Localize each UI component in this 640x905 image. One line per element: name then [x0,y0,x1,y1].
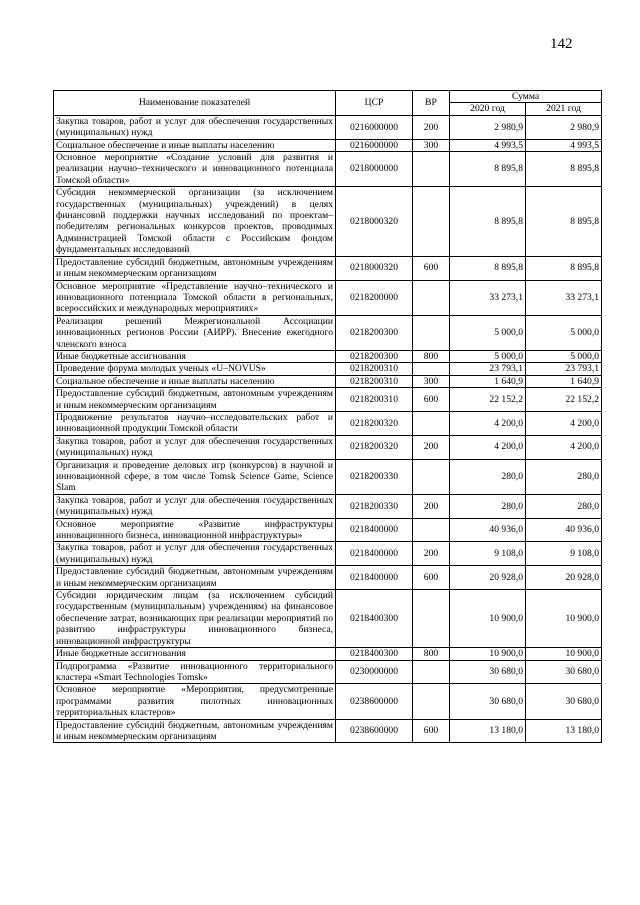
header-vr: ВР [413,91,450,116]
row-2020-value: 8 895,8 [450,256,526,280]
row-2020-value: 1 640,9 [450,375,526,387]
row-name-cell: Закупка товаров, работ и услуг для обеспечения государственных (муниципальных) нужд [54,115,336,139]
row-vr-cell [413,459,450,494]
row-name-cell: Проведение форума молодых ученых «U–NOVUS» [54,363,336,375]
row-2021-value: 9 108,0 [526,542,602,566]
table-row [54,660,602,684]
table-row [54,315,602,350]
header-name: Наименование показателей [54,91,336,116]
table-row [54,459,602,494]
row-2020-value: 20 928,0 [450,566,526,590]
row-name-cell: Социальное обеспечение и иные выплаты населению [54,375,336,387]
table-row [54,363,602,375]
row-name-cell: Предоставление субсидий бюджетным, автономным учреждениям и иным некоммерческим организациям [54,388,336,412]
row-2020-value: 13 180,0 [450,719,526,743]
row-2021-value: 22 152,2 [526,388,602,412]
budget-table [53,90,602,743]
row-name-cell: Организация и проведение деловых игр (конкурсов) в научной и инновационной сфере, в том числе Tomsk Science Game, Science Slam [54,459,336,494]
row-2020-value: 40 936,0 [450,518,526,542]
header-csr: ЦСР [336,91,413,116]
row-2021-value: 30 680,0 [526,660,602,684]
row-csr-cell: 0218200330 [336,459,413,494]
table-row [54,350,602,362]
row-vr-cell: 600 [413,388,450,412]
row-name-cell: Иные бюджетные ассигнования [54,648,336,660]
row-name-cell: Реализация решений Межрегиональной Ассоциации инновационных регионов России (АИРР). Внесение ежегодного членского взноса [54,315,336,350]
row-vr-cell [413,411,450,435]
row-2021-value: 8 895,8 [526,152,602,187]
row-vr-cell [413,280,450,315]
row-name-cell: Предоставление субсидий бюджетным, автономным учреждениям и иным некоммерческим организациям [54,256,336,280]
row-2021-value: 5 000,0 [526,315,602,350]
row-2020-value: 30 680,0 [450,660,526,684]
row-2021-value: 13 180,0 [526,719,602,743]
row-vr-cell: 200 [413,542,450,566]
row-2021-value: 10 900,0 [526,590,602,648]
row-2020-value: 30 680,0 [450,684,526,719]
row-2021-value: 2 980,9 [526,115,602,139]
table-row [54,494,602,518]
row-2021-value: 4 993,5 [526,139,602,151]
row-csr-cell: 0218000320 [336,256,413,280]
row-name-cell: Иные бюджетные ассигнования [54,350,336,362]
page-number: 142 [550,36,573,52]
row-vr-cell [413,590,450,648]
row-vr-cell: 200 [413,435,450,459]
row-2021-value: 280,0 [526,459,602,494]
row-2020-value: 10 900,0 [450,590,526,648]
row-csr-cell: 0218200000 [336,280,413,315]
row-2021-value: 280,0 [526,494,602,518]
row-csr-cell: 0218000320 [336,187,413,256]
row-csr-cell: 0218400000 [336,518,413,542]
row-2020-value: 4 200,0 [450,435,526,459]
row-vr-cell [413,518,450,542]
table-body [54,115,602,743]
row-name-cell: Основное мероприятие «Создание условий для развития и реализации научно–технического и инновационного потенциала Томской области» [54,152,336,187]
row-2020-value: 5 000,0 [450,350,526,362]
row-csr-cell: 0216000000 [336,139,413,151]
table-row [54,388,602,412]
header-year-2020: 2020 год [450,103,526,115]
header-year-2021: 2021 год [526,103,602,115]
row-name-cell: Основное мероприятие «Развитие инфраструктуры инновационного бизнеса, инновационной инфраструктуры» [54,518,336,542]
row-csr-cell: 0238600000 [336,684,413,719]
row-2021-value: 4 200,0 [526,411,602,435]
row-2021-value: 4 200,0 [526,435,602,459]
row-2021-value: 23 793,1 [526,363,602,375]
row-vr-cell [413,315,450,350]
table-row [54,115,602,139]
table-row [54,280,602,315]
row-csr-cell: 0218000000 [336,152,413,187]
table-row [54,518,602,542]
row-vr-cell: 200 [413,494,450,518]
row-csr-cell: 0216000000 [336,115,413,139]
row-2021-value: 40 936,0 [526,518,602,542]
row-vr-cell: 600 [413,256,450,280]
row-2020-value: 2 980,9 [450,115,526,139]
row-vr-cell: 600 [413,566,450,590]
table-row [54,152,602,187]
row-name-cell: Закупка товаров, работ и услуг для обеспечения государственных (муниципальных) нужд [54,542,336,566]
table-row [54,542,602,566]
row-csr-cell: 0238600000 [336,719,413,743]
row-vr-cell: 300 [413,375,450,387]
row-csr-cell: 0218400000 [336,542,413,566]
table-row [54,684,602,719]
row-2021-value: 1 640,9 [526,375,602,387]
table-row [54,435,602,459]
row-2020-value: 33 273,1 [450,280,526,315]
row-2020-value: 22 152,2 [450,388,526,412]
row-name-cell: Подпрограмма «Развитие инновационного территориального кластера «Smart Technologies Tomsk» [54,660,336,684]
table-row [54,719,602,743]
row-2020-value: 280,0 [450,494,526,518]
row-vr-cell: 800 [413,350,450,362]
row-2020-value: 4 993,5 [450,139,526,151]
table-row [54,256,602,280]
row-csr-cell: 0218400000 [336,566,413,590]
row-vr-cell: 300 [413,139,450,151]
row-2021-value: 30 680,0 [526,684,602,719]
table-row [54,566,602,590]
row-csr-cell: 0218400300 [336,590,413,648]
row-name-cell: Основное мероприятие «Представление научно–технического и инновационного потенциала Томской области в региональных, всероссийских и международных мероприятиях» [54,280,336,315]
row-2020-value: 23 793,1 [450,363,526,375]
row-2020-value: 280,0 [450,459,526,494]
row-csr-cell: 0218200300 [336,315,413,350]
table-row [54,590,602,648]
row-2020-value: 9 108,0 [450,542,526,566]
row-vr-cell [413,363,450,375]
row-2020-value: 5 000,0 [450,315,526,350]
row-csr-cell: 0218200300 [336,350,413,362]
table-row [54,139,602,151]
row-csr-cell: 0218200320 [336,411,413,435]
row-name-cell: Субсидии юридическим лицам (за исключением субсидий государственным (муниципальным) учреждениям) на финансовое обеспечение затрат, возникающих при реализации мероприятий по развитию инфраструктуры инновационного бизнеса, инновационной инфраструктуры [54,590,336,648]
row-csr-cell: 0230000000 [336,660,413,684]
row-name-cell: Предоставление субсидий бюджетным, автономным учреждениям и иным некоммерческим организациям [54,719,336,743]
row-vr-cell: 600 [413,719,450,743]
table-row [54,187,602,256]
row-2021-value: 20 928,0 [526,566,602,590]
table-row [54,648,602,660]
row-csr-cell: 0218200330 [336,494,413,518]
row-2021-value: 5 000,0 [526,350,602,362]
row-2021-value: 8 895,8 [526,187,602,256]
row-name-cell: Основное мероприятие «Мероприятия, предусмотренные программами развития пилотных инновационных территориальных кластеров» [54,684,336,719]
row-vr-cell [413,684,450,719]
row-csr-cell: 0218200310 [336,375,413,387]
row-vr-cell [413,187,450,256]
row-2021-value: 33 273,1 [526,280,602,315]
row-name-cell: Предоставление субсидий бюджетным, автономным учреждениям и иным некоммерческим организациям [54,566,336,590]
row-vr-cell [413,660,450,684]
row-2020-value: 8 895,8 [450,187,526,256]
row-2020-value: 10 900,0 [450,648,526,660]
row-2021-value: 8 895,8 [526,256,602,280]
row-vr-cell: 200 [413,115,450,139]
row-2020-value: 8 895,8 [450,152,526,187]
row-name-cell: Закупка товаров, работ и услуг для обеспечения государственных (муниципальных) нужд [54,435,336,459]
row-name-cell: Продвижение результатов научно–исследовательских работ и инновационной продукции Томской области [54,411,336,435]
row-csr-cell: 0218200310 [336,388,413,412]
row-csr-cell: 0218200320 [336,435,413,459]
row-name-cell: Субсидия некоммерческой организации (за исключением государственных (муниципальных) учреждений) в целях финансовой поддержки научных исследований по проектам–победителям региональных конкурсов проектов, проводимых Администрацией Томской области с Российским фондом фундаментальных исследований [54,187,336,256]
row-name-cell: Закупка товаров, работ и услуг для обеспечения государственных (муниципальных) нужд [54,494,336,518]
row-2021-value: 10 900,0 [526,648,602,660]
row-csr-cell: 0218400300 [336,648,413,660]
table-row [54,411,602,435]
row-vr-cell [413,152,450,187]
table-row [54,375,602,387]
header-sum: Сумма [450,91,602,103]
row-name-cell: Социальное обеспечение и иные выплаты населению [54,139,336,151]
row-csr-cell: 0218200310 [336,363,413,375]
row-2020-value: 4 200,0 [450,411,526,435]
row-vr-cell: 800 [413,648,450,660]
